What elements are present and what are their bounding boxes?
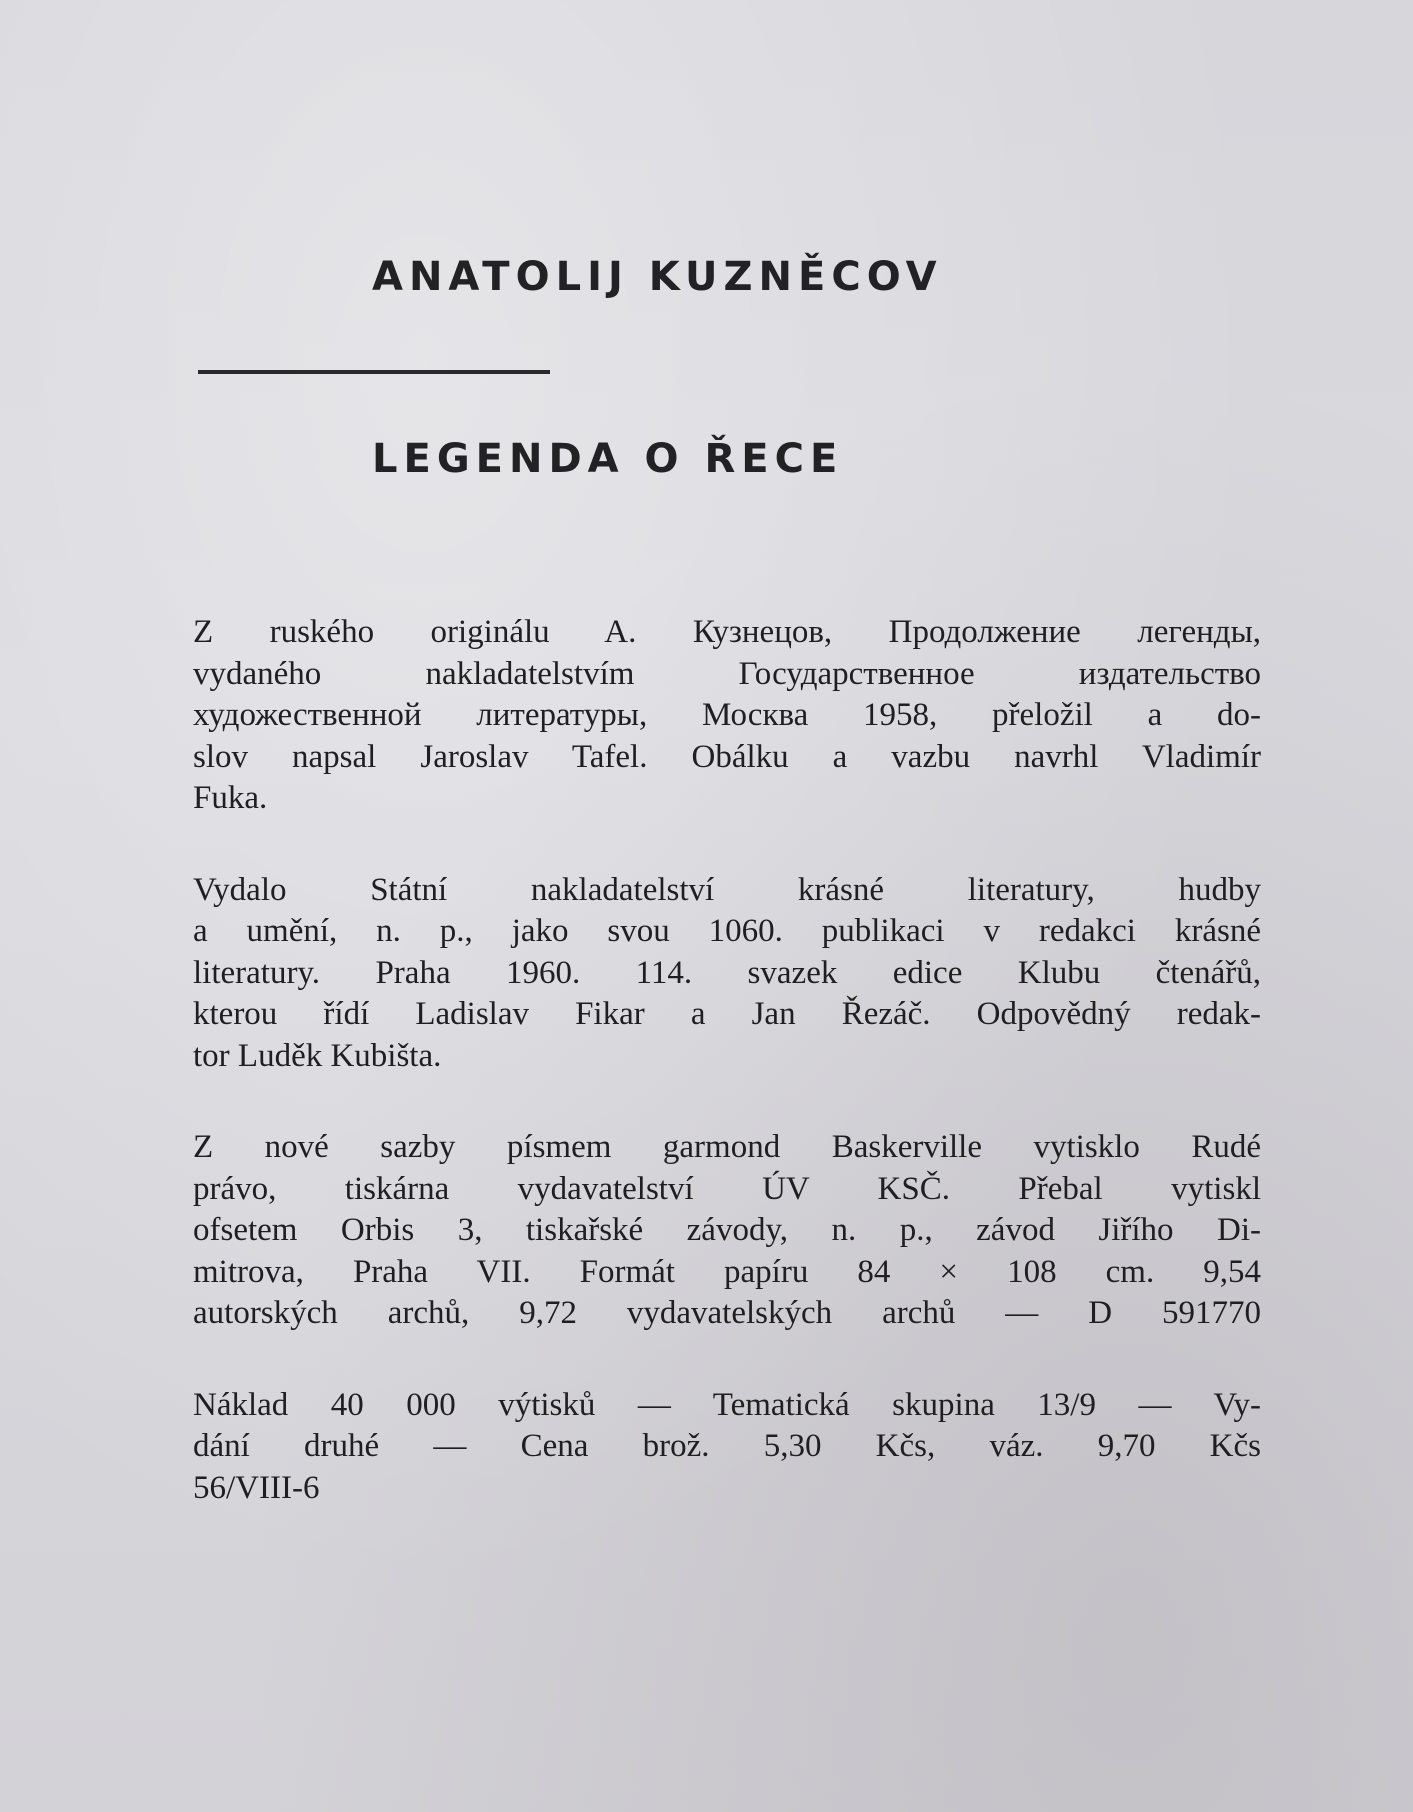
- text-line: 56/VIII-6: [193, 1469, 320, 1506]
- text-line: kterou řídí Ladislav Fikar a Jan Řezáč. Odpovědný redak-: [193, 996, 1261, 1032]
- text-line: právo, tiskárna vydavatelství ÚV KSČ. Přebal vytiskl: [193, 1170, 1261, 1207]
- colophon-paragraph-printing: [193, 1127, 1261, 1335]
- text-line: Vydalo Státní nakladatelství krásné literatury, hudby: [193, 871, 1261, 908]
- colophon-paragraph-publisher: [193, 870, 1261, 1078]
- text-line: Fuka.: [193, 780, 268, 816]
- author-name: ANATOLIJ KUZNĚCOV: [372, 254, 943, 300]
- text-line: Náklad 40 000 výtisků — Tematická skupina 13/9 — Vy-: [193, 1386, 1261, 1423]
- colophon: [193, 612, 1261, 1559]
- text-line: vydaného nakladatelstvím Государственное издательство: [193, 655, 1261, 692]
- colophon-paragraph-edition: [193, 1385, 1261, 1510]
- colophon-paragraph-translation: [193, 612, 1261, 820]
- text-line: mitrova, Praha VII. Formát papíru 84 × 108 cm. 9,54: [193, 1253, 1261, 1290]
- text-line: Z ruského originálu A. Кузнецов, Продолжение легенды,: [193, 614, 1261, 650]
- text-line: dání druhé — Cena brož. 5,30 Kčs, váz. 9,70 Kčs: [193, 1428, 1261, 1464]
- text-line: ofsetem Orbis 3, tiskařské závody, n. p., závod Jiřího Di-: [193, 1212, 1261, 1248]
- text-line: Z nové sazby písmem garmond Baskerville vytisklo Rudé: [193, 1129, 1261, 1165]
- text-line: a umění, n. p., jako svou 1060. publikaci v redakci krásné: [193, 913, 1261, 949]
- text-line: autorských archů, 9,72 vydavatelských archů — D 591770: [193, 1295, 1261, 1331]
- book-title: LEGENDA O ŘECE: [372, 436, 844, 482]
- title-divider: [198, 370, 550, 374]
- text-line: slov napsal Jaroslav Tafel. Obálku a vazbu navrhl Vladimír: [193, 738, 1261, 775]
- text-line: художественной литературы, Москва 1958, přeložil a do-: [193, 697, 1261, 733]
- text-line: tor Luděk Kubišta.: [193, 1037, 442, 1074]
- text-line: literatury. Praha 1960. 114. svazek edice Klubu čtenářů,: [193, 954, 1261, 991]
